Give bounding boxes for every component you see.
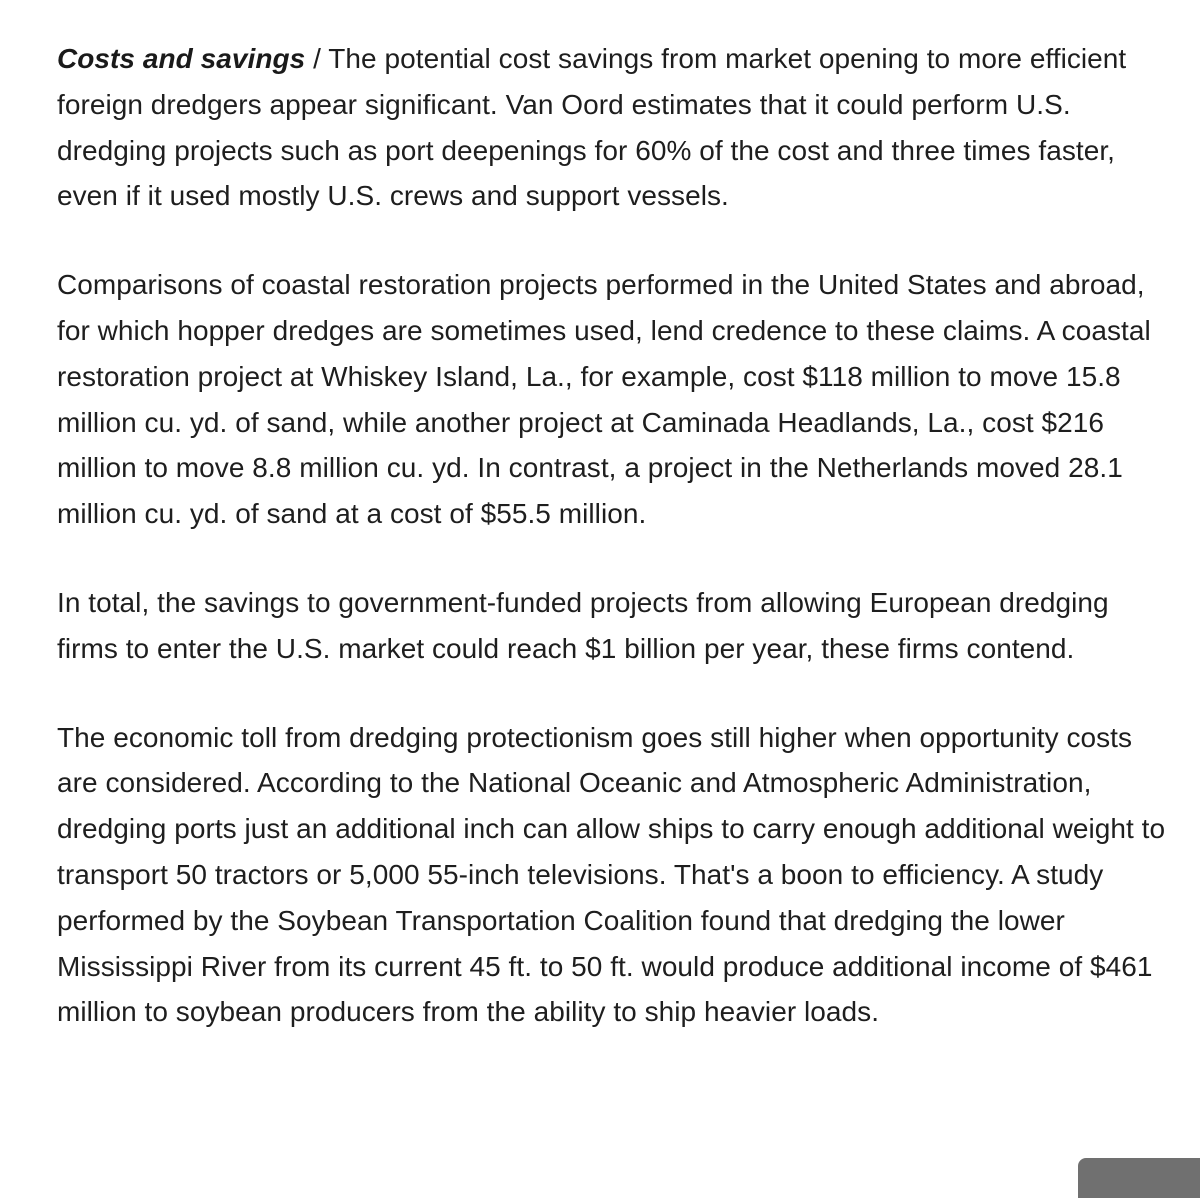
paragraph-1-text: The potential cost savings from market opening to more efficient foreign dredgers appear significant. Van Oord estimates that it could perform U.S. dredging projects such as port deepenings for 60% of the cost and three times faster, even if it used mostly U.S. crews and support vessels. bbox=[57, 43, 1127, 212]
paragraph-2: Comparisons of coastal restoration projects performed in the United States and abroad, for which hopper dredges are sometimes used, lend credence to these claims. A coastal restoration project at Whiskey Island, La., for example, cost $118 million to move 15.8 million cu. yd. of sand, while another project at Caminada Headlands, La., cost $216 million to move 8.8 million cu. yd. In contrast, a project in the Netherlands moved 28.1 million cu. yd. of sand at a cost of $55.5 million. bbox=[57, 269, 1151, 530]
paragraph-1 bbox=[57, 36, 1167, 219]
paragraph-4: The economic toll from dredging protectionism goes still higher when opportunity costs are considered. According to the National Oceanic and Atmospheric Administration, dredging ports just an additional inch can allow ships to carry enough additional weight to transport 50 tractors or 5,000 55-inch televisions. That's a boon to efficiency. A study performed by the Soybean Transportation Coalition found that dredging the lower Mississippi River from its current 45 ft. to 50 ft. would produce additional income of $461 million to soybean producers from the ability to ship heavier loads. bbox=[57, 721, 1166, 1028]
heading-separator: / bbox=[313, 43, 321, 74]
paragraph-3: In total, the savings to government-funded projects from allowing European dredging firms to enter the U.S. market could reach $1 billion per year, these firms contend. bbox=[57, 586, 1109, 664]
section-heading: Costs and savings bbox=[57, 43, 306, 74]
floating-corner-button[interactable] bbox=[1078, 1158, 1200, 1198]
article-body bbox=[57, 36, 1167, 1078]
